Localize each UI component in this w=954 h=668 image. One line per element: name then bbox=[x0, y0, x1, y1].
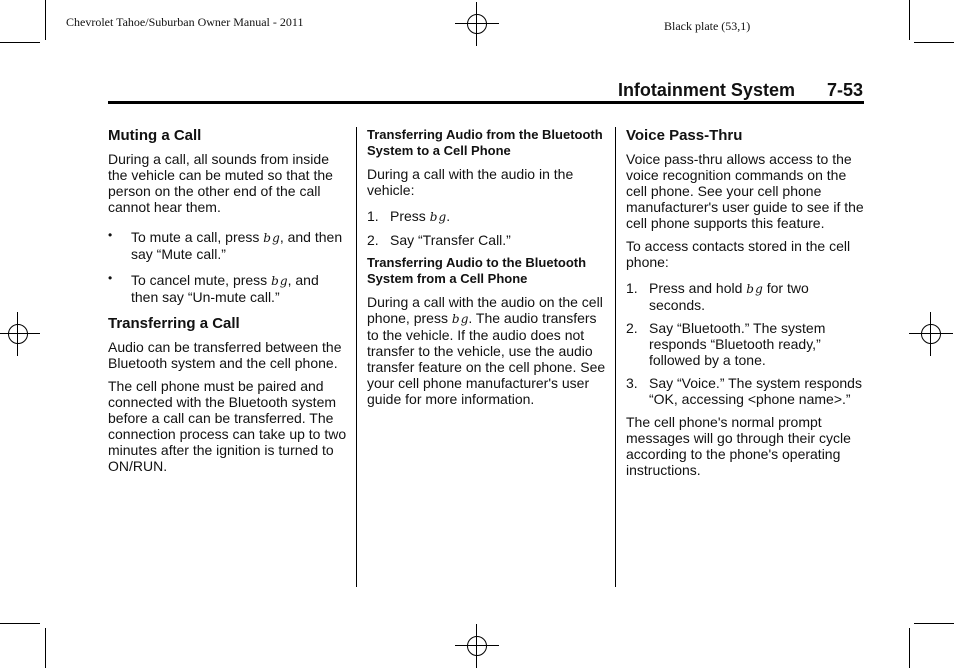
step-number: 3. bbox=[626, 375, 638, 391]
paragraph: During a call with the audio in the vehicle: bbox=[367, 166, 574, 198]
section-heading bbox=[618, 80, 863, 101]
paragraph: To access contacts stored in the cell phone: bbox=[626, 238, 851, 270]
voice-pass-thru-heading: Voice Pass-Thru bbox=[626, 127, 743, 144]
list-item: 2. Say “Transfer Call.” bbox=[367, 232, 511, 248]
crop-mark bbox=[909, 0, 910, 40]
voice-icon: g bbox=[279, 274, 288, 288]
transfer-paragraph-2: The cell phone must be paired and connected with the Bluetooth system before a call can be transferred. The connection process can take up to two minutes after the ignition is turned to ON/RUN. bbox=[108, 378, 347, 474]
crop-mark bbox=[0, 42, 40, 43]
column-1 bbox=[108, 127, 348, 481]
phone-icon: b bbox=[263, 231, 271, 245]
muting-heading: Muting a Call bbox=[108, 127, 202, 144]
voice-icon: g bbox=[755, 282, 763, 296]
phone-icon: b bbox=[429, 210, 438, 224]
list-item: 2. Say “Bluetooth.” The system responds “Bluetooth ready,” followed by a tone. bbox=[626, 320, 826, 368]
column-2 bbox=[367, 127, 607, 414]
crop-mark bbox=[45, 628, 46, 668]
subheading-to-phone: Transferring Audio from the Bluetooth System to a Cell Phone bbox=[367, 127, 603, 158]
bullet-mark: • bbox=[108, 271, 113, 285]
crop-mark bbox=[914, 623, 954, 624]
heading-rule bbox=[108, 101, 864, 104]
crop-mark bbox=[0, 623, 40, 624]
registration-mark-bottom bbox=[455, 624, 499, 668]
plate-label: Black plate (53,1) bbox=[664, 19, 751, 33]
crop-mark bbox=[909, 628, 910, 668]
transfer-heading: Transferring a Call bbox=[108, 315, 240, 332]
step-number: 2. bbox=[626, 320, 638, 336]
column-3 bbox=[626, 127, 866, 485]
page-number: 7-53 bbox=[826, 80, 863, 100]
subheading-to-bluetooth: Transferring Audio to the Bluetooth System from a Cell Phone bbox=[367, 255, 587, 286]
voice-icon: g bbox=[272, 231, 280, 245]
column-divider bbox=[615, 127, 616, 587]
voice-icon: g bbox=[438, 210, 447, 224]
phone-icon: b bbox=[271, 274, 279, 288]
voice-icon: g bbox=[460, 312, 469, 326]
list-item: 1. Press b g. bbox=[367, 208, 451, 224]
list-item: 3. Say “Voice.” The system responds “OK, accessing <phone name>.” bbox=[626, 375, 862, 407]
phone-icon: b bbox=[746, 282, 754, 296]
muting-paragraph: During a call, all sounds from inside the vehicle can be muted so that the person on the other end of the call cannot hear them. bbox=[108, 151, 333, 215]
list-item: • To cancel mute, press b g, and then say “Un-mute call.” bbox=[108, 271, 319, 305]
step-number: 1. bbox=[367, 208, 379, 224]
crop-mark bbox=[45, 0, 46, 40]
step-number: 2. bbox=[367, 232, 379, 248]
section-name: Infotainment System bbox=[617, 80, 795, 100]
paragraph: During a call with the audio on the cell phone, press b g. The audio transfers to the vehicle. If the audio does not transfer to the vehicle, use the audio transfer feature on the cell phone. See your cell phone manufacturer's user guide for more information. bbox=[367, 294, 606, 407]
step-number: 1. bbox=[626, 280, 638, 296]
manual-title: Chevrolet Tahoe/Suburban Owner Manual - 2011 bbox=[66, 15, 304, 29]
list-item: • To mute a call, press b g, and then say “Mute call.” bbox=[108, 228, 343, 262]
phone-icon: b bbox=[451, 312, 460, 326]
paragraph: Voice pass-thru allows access to the voice recognition commands on the cell phone. See your cell phone manufacturer's user guide to see if the cell phone supports this feature. bbox=[626, 151, 864, 231]
list-item: 1. Press and hold b g for two seconds. bbox=[626, 280, 809, 313]
transfer-paragraph-1: Audio can be transferred between the Bluetooth system and the cell phone. bbox=[108, 339, 342, 371]
crop-mark bbox=[914, 42, 954, 43]
registration-mark-right bbox=[909, 312, 953, 356]
column-divider bbox=[356, 127, 357, 587]
bullet-mark: • bbox=[108, 228, 113, 242]
registration-mark-top bbox=[455, 2, 499, 46]
paragraph: The cell phone's normal prompt messages will go through their cycle according to the phone's operating instructions. bbox=[626, 414, 851, 478]
registration-mark-left bbox=[0, 312, 40, 356]
